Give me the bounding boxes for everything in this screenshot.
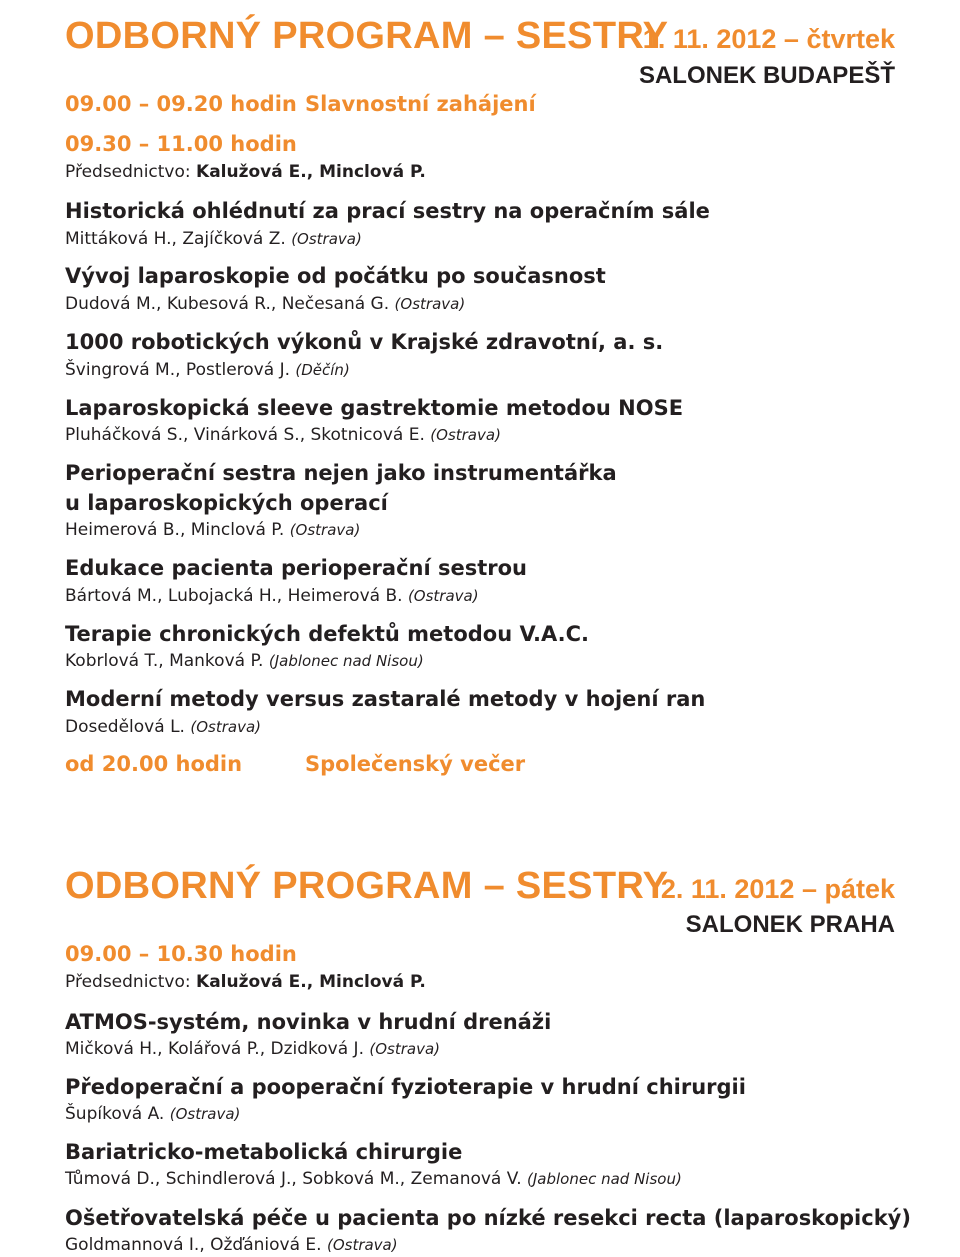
day1-lecture-7-authors — [65, 651, 424, 671]
day1-chair — [65, 162, 426, 182]
day1-lecture-1-authors — [65, 229, 362, 249]
day1-lecture-7-title: Terapie chronických defektů metodou V.A.C. — [65, 622, 589, 646]
authors: Mičková H., Kolářová P., Dzidková J. — [65, 1039, 364, 1059]
authors: Dudová M., Kubesová R., Nečesaná G. — [65, 294, 390, 314]
authors: Kobrlová T., Manková P. — [65, 651, 264, 671]
city: (Ostrava) — [407, 587, 479, 605]
day1-lecture-5-title-line1: Perioperační sestra nejen jako instrumentářka — [65, 461, 617, 485]
day1-lecture-1-title: Historická ohlédnutí za prací sestry na operačním sále — [65, 199, 710, 223]
day2-lecture-3-title: Bariatricko-metabolická chirurgie — [65, 1140, 463, 1164]
day2-lecture-2-title: Předoperační a pooperační fyzioterapie v hrudní chirurgii — [65, 1075, 746, 1099]
day2-block-time: 09.00 – 10.30 hodin — [65, 942, 297, 966]
chair-prefix: Předsednictvo: — [65, 162, 191, 182]
authors: Švingrová M., Postlerová J. — [65, 360, 290, 380]
day1-lecture-8-title: Moderní metody versus zastaralé metody v hojení ran — [65, 687, 706, 711]
city: (Ostrava) — [326, 1236, 398, 1254]
authors: Dosedělová L. — [65, 717, 185, 737]
day2-lecture-3-authors — [65, 1169, 682, 1189]
city: (Ostrava) — [291, 230, 362, 248]
day1-lecture-4-title: Laparoskopická sleeve gastrektomie metodou NOSE — [65, 396, 684, 420]
day2-room: SALONEK PRAHA — [685, 911, 895, 938]
day1-lecture-2-authors — [65, 294, 465, 314]
day1-lecture-3-authors — [65, 360, 350, 380]
day1-lecture-3-title: 1000 robotických výkonů v Krajské zdravotní, a. s. — [65, 330, 664, 354]
day1-lecture-5-title-line2: u laparoskopických operací — [65, 491, 388, 515]
day1-opening-label: Slavnostní zahájení — [305, 92, 536, 116]
day1-date: 1. 11. 2012 – čtvrtek — [642, 24, 895, 54]
authors: Pluháčková S., Vinárková S., Skotnicová E. — [65, 425, 425, 445]
authors: Šupíková A. — [65, 1104, 165, 1124]
day1-lecture-4-authors — [65, 425, 501, 445]
authors: Goldmannová I., Ožďániová E. — [65, 1235, 322, 1255]
day2-date: 2. 11. 2012 – pátek — [660, 874, 895, 904]
day2-lecture-1-authors — [65, 1039, 440, 1059]
city: (Ostrava) — [190, 718, 261, 736]
chair-names: Kalužová E., Minclová P. — [196, 972, 426, 992]
city: (Ostrava) — [394, 295, 466, 313]
day1-room: SALONEK BUDAPEŠŤ — [638, 62, 895, 89]
city: (Jablonec nad Nisou) — [527, 1170, 682, 1188]
city: (Ostrava) — [169, 1105, 241, 1123]
day1-lecture-5-authors — [65, 520, 360, 540]
chair-prefix: Předsednictvo: — [65, 972, 191, 992]
city: (Ostrava) — [430, 426, 501, 444]
day1-evening-label: Společenský večer — [305, 752, 526, 776]
day1-opening-time: 09.00 – 09.20 hodin — [65, 92, 297, 116]
chair-names: Kalužová E., Minclová P. — [196, 162, 426, 182]
day1-lecture-8-authors — [65, 717, 261, 737]
day2-program-title: ODBORNÝ PROGRAM – SESTRY — [65, 865, 669, 907]
city: (Děčín) — [295, 361, 350, 379]
day2-lecture-1-title: ATMOS-systém, novinka v hrudní drenáži — [65, 1010, 552, 1034]
day1-evening-time: od 20.00 hodin — [65, 752, 243, 776]
city: (Jablonec nad Nisou) — [268, 652, 424, 670]
authors: Heimerová B., Minclová P. — [65, 520, 285, 540]
day1-program-title: ODBORNÝ PROGRAM – SESTRY — [65, 15, 669, 57]
city: (Ostrava) — [289, 521, 361, 539]
authors: Tůmová D., Schindlerová J., Sobková M., Zemanová V. — [65, 1169, 522, 1189]
day1-lecture-2-title: Vývoj laparoskopie od počátku po současnost — [65, 264, 606, 288]
day2-chair — [65, 972, 426, 992]
authors: Mittáková H., Zajíčková Z. — [65, 229, 286, 249]
day1-lecture-6-authors — [65, 586, 479, 606]
day1-lecture-6-title: Edukace pacienta perioperační sestrou — [65, 556, 528, 580]
day2-lecture-4-title: Ošetřovatelská péče u pacienta po nízké resekci recta (laparoskopický) — [65, 1206, 911, 1230]
day2-lecture-4-authors — [65, 1235, 398, 1255]
authors: Bártová M., Lubojacká H., Heimerová B. — [65, 586, 403, 606]
day1-block-time: 09.30 – 11.00 hodin — [65, 132, 297, 156]
city: (Ostrava) — [369, 1040, 441, 1058]
day2-lecture-2-authors — [65, 1104, 240, 1124]
